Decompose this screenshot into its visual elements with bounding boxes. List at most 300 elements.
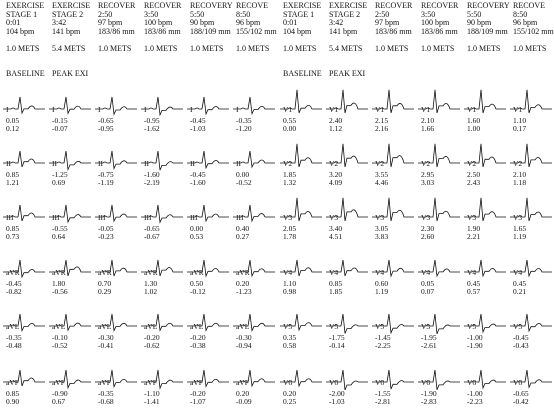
- st-value-2: 0.98: [283, 287, 297, 296]
- lead-name: aVR: [144, 268, 158, 277]
- st-value-1: -0.65: [144, 224, 160, 233]
- stage-time: 3:42: [52, 18, 67, 28]
- st-value-1: -0.45: [190, 170, 206, 179]
- st-value-1: -0.55: [52, 224, 68, 233]
- st-value-2: -1.62: [144, 124, 160, 133]
- lead-cell: [138, 141, 183, 189]
- st-value-2: -0.62: [144, 341, 160, 350]
- stage-time: 5:50: [467, 9, 482, 19]
- lead-cell: [230, 250, 275, 298]
- st-value-2: -0.94: [236, 341, 252, 350]
- stage-name-line1: EXERCISE: [6, 1, 45, 10]
- st-value-1: 1.65: [513, 224, 527, 233]
- stage-name-line1: RECOVER: [144, 1, 182, 10]
- st-value-1: 0.00: [190, 224, 204, 233]
- heart-rate: 96 bpm: [236, 18, 261, 28]
- lead-name: aVL: [52, 322, 66, 331]
- heart-rate: 90 bpm: [190, 18, 215, 28]
- lead-name: V3: [329, 213, 339, 222]
- mets-value: 1.0 METS: [467, 43, 501, 53]
- st-value-2: 0.53: [190, 232, 204, 241]
- lead-name: V5: [375, 322, 385, 331]
- st-value-1: -0.05: [98, 224, 114, 233]
- mets-value: 1.0 METS: [190, 43, 224, 53]
- st-value-2: 1.32: [283, 178, 297, 187]
- lead-name: V6: [329, 378, 339, 387]
- st-value-2: 1.02: [144, 287, 158, 296]
- lead-cell: [230, 87, 275, 135]
- st-value-2: -0.95: [98, 124, 114, 133]
- st-value-2: -2.83: [421, 397, 437, 406]
- stage-name-line1: RECOVER: [375, 1, 413, 10]
- lead-cell: [92, 250, 137, 298]
- st-value-1: -0.35: [98, 389, 114, 398]
- st-value-2: 0.12: [6, 124, 20, 133]
- stage-name-line1: RECOVER: [421, 1, 459, 10]
- st-value-2: 0.57: [467, 287, 481, 296]
- lead-name: V3: [421, 213, 431, 222]
- lead-cell: [92, 195, 137, 243]
- st-value-2: 4.09: [329, 178, 343, 187]
- st-value-1: 2.15: [375, 116, 389, 125]
- stage-column: [507, 0, 552, 413]
- lead-name: II: [190, 159, 195, 168]
- mets-value: 1.0 METS: [421, 43, 455, 53]
- st-value-2: 0.58: [283, 341, 297, 350]
- st-value-1: 0.60: [375, 279, 389, 288]
- stage-name-line1: EXERCISE: [283, 1, 322, 10]
- st-value-2: -1.60: [190, 178, 206, 187]
- lead-cell: [461, 304, 506, 352]
- lead-name: aVR: [6, 268, 20, 277]
- st-value-1: 0.50: [190, 279, 204, 288]
- st-value-1: -0.35: [6, 333, 22, 342]
- lead-cell: [507, 304, 552, 352]
- st-value-2: 0.25: [283, 397, 297, 406]
- st-value-1: -0.30: [236, 333, 252, 342]
- lead-name: V5: [329, 322, 339, 331]
- lead-cell: [507, 141, 552, 189]
- st-value-1: 0.35: [283, 333, 297, 342]
- st-value-1: -1.45: [375, 333, 391, 342]
- st-value-1: 1.60: [467, 116, 481, 125]
- st-value-2: 2.43: [467, 178, 481, 187]
- lead-name: aVL: [144, 322, 158, 331]
- lead-cell: [369, 250, 414, 298]
- lead-cell: [323, 87, 368, 135]
- st-value-2: 0.07: [421, 287, 435, 296]
- st-value-1: 0.20: [236, 279, 250, 288]
- lead-cell: [138, 304, 183, 352]
- st-value-1: -0.20: [190, 333, 206, 342]
- st-value-1: 0.45: [513, 279, 527, 288]
- st-value-1: -0.45: [6, 279, 22, 288]
- lead-cell: [0, 195, 45, 243]
- lead-name: aVF: [6, 378, 19, 387]
- st-value-1: -1.60: [144, 170, 160, 179]
- lead-cell: [46, 87, 91, 135]
- lead-cell: [92, 360, 137, 408]
- lead-cell: [461, 195, 506, 243]
- st-value-2: -0.07: [52, 124, 68, 133]
- st-value-2: 3.83: [375, 232, 389, 241]
- lead-cell: [46, 250, 91, 298]
- lead-cell: [369, 195, 414, 243]
- st-value-2: -0.67: [144, 232, 160, 241]
- heart-rate: 100 bpm: [144, 18, 173, 28]
- lead-name: III: [236, 213, 244, 222]
- st-value-1: -0.95: [144, 116, 160, 125]
- st-value-1: -0.45: [513, 333, 529, 342]
- heart-rate: 90 bpm: [467, 18, 492, 28]
- st-value-1: 0.85: [6, 170, 20, 179]
- stage-column: [138, 0, 183, 413]
- lead-name: II: [236, 159, 241, 168]
- lead-name: aVF: [144, 378, 157, 387]
- stage-header: [467, 2, 510, 54]
- lead-name: V3: [467, 213, 477, 222]
- lead-cell: [415, 250, 460, 298]
- st-value-2: 0.69: [52, 178, 66, 187]
- lead-name: III: [144, 213, 152, 222]
- st-value-2: -0.52: [236, 178, 252, 187]
- stage-column: [184, 0, 233, 413]
- st-value-2: -1.19: [98, 178, 114, 187]
- lead-cell: [277, 304, 322, 352]
- st-value-2: -1.20: [236, 124, 252, 133]
- ecg-waveform: [233, 97, 275, 114]
- lead-name: aVR: [98, 268, 112, 277]
- heart-rate: 104 bpm: [6, 26, 35, 36]
- st-value-2: -2.25: [375, 341, 391, 350]
- stage-time: 8:50: [236, 9, 251, 19]
- blood-pressure: 188/109 mm: [467, 26, 508, 36]
- st-value-1: 2.05: [283, 224, 297, 233]
- lead-name: I: [98, 105, 101, 114]
- lead-cell: [138, 195, 183, 243]
- st-value-1: 0.85: [329, 279, 343, 288]
- lead-name: III: [190, 213, 198, 222]
- st-value-2: -1.90: [467, 341, 483, 350]
- mets-value: 1.0 METS: [144, 43, 178, 53]
- st-value-1: 2.50: [467, 170, 481, 179]
- lead-name: aVR: [52, 268, 66, 277]
- lead-cell: [92, 87, 137, 135]
- st-value-1: -0.45: [190, 116, 206, 125]
- st-value-2: -2.61: [421, 341, 437, 350]
- stage-header: [190, 2, 233, 54]
- st-value-2: -0.42: [513, 397, 529, 406]
- st-value-2: 3.03: [421, 178, 435, 187]
- lead-cell: [415, 195, 460, 243]
- st-value-1: 2.10: [513, 170, 527, 179]
- st-value-2: 0.64: [52, 232, 66, 241]
- st-value-1: 1.80: [52, 279, 66, 288]
- stage-column: [415, 0, 460, 413]
- lead-name: II: [98, 159, 103, 168]
- lead-name: V6: [283, 378, 293, 387]
- lead-cell: [0, 304, 45, 352]
- stage-time: 3:42: [329, 18, 344, 28]
- st-value-1: -1.55: [375, 389, 391, 398]
- mets-value: 1.0 METS: [6, 43, 40, 53]
- stage-header: [283, 2, 321, 54]
- st-value-2: -1.07: [190, 397, 206, 406]
- st-value-2: 0.29: [98, 287, 112, 296]
- st-value-1: 0.40: [236, 224, 250, 233]
- blood-pressure: 183/86 mm: [421, 26, 458, 36]
- mets-value: 1.0 METS: [513, 43, 547, 53]
- st-value-1: 1.30: [144, 279, 158, 288]
- heart-rate: 96 bpm: [513, 18, 538, 28]
- section-label: PEAK EXI: [52, 69, 89, 78]
- lead-cell: [415, 360, 460, 408]
- lead-name: V2: [467, 159, 477, 168]
- stage-name-line1: RECOVE: [236, 1, 268, 10]
- lead-cell: [46, 360, 91, 408]
- st-value-1: 2.30: [421, 224, 435, 233]
- st-value-2: 0.00: [283, 124, 297, 133]
- lead-name: aVL: [236, 322, 250, 331]
- lead-name: V4: [467, 268, 477, 277]
- lead-cell: [323, 360, 368, 408]
- lead-name: III: [52, 213, 60, 222]
- st-value-2: -0.41: [98, 341, 114, 350]
- stage-name-line1: RECOVERY: [467, 1, 510, 10]
- st-value-1: 0.85: [6, 224, 20, 233]
- stage-header: [513, 2, 554, 54]
- lead-cell: [184, 360, 229, 408]
- st-value-2: -1.41: [144, 397, 160, 406]
- lead-cell: [184, 87, 229, 135]
- lead-name: V4: [375, 268, 385, 277]
- st-value-1: -0.30: [98, 333, 114, 342]
- st-value-2: -0.82: [6, 287, 22, 296]
- stage-time: 3:50: [421, 9, 436, 19]
- heart-rate: 100 bpm: [421, 18, 450, 28]
- st-value-2: 1.85: [329, 287, 343, 296]
- st-value-2: 1.19: [375, 287, 389, 296]
- lead-name: V5: [421, 322, 431, 331]
- lead-cell: [323, 304, 368, 352]
- lead-cell: [323, 250, 368, 298]
- lead-cell: [507, 87, 552, 135]
- lead-cell: [461, 360, 506, 408]
- st-value-1: -1.10: [144, 389, 160, 398]
- st-value-2: -2.81: [375, 397, 391, 406]
- lead-name: V3: [283, 213, 293, 222]
- lead-name: V4: [421, 268, 431, 277]
- stage-column: [369, 0, 414, 413]
- mets-value: 5.4 METS: [52, 43, 86, 53]
- st-value-1: -0.65: [513, 389, 529, 398]
- lead-cell: [0, 141, 45, 189]
- lead-name: V4: [513, 268, 523, 277]
- lead-cell: [230, 304, 275, 352]
- lead-cell: [461, 87, 506, 135]
- st-value-2: -0.48: [6, 341, 22, 350]
- lead-name: I: [52, 105, 55, 114]
- stage-header: [236, 2, 277, 54]
- lead-cell: [277, 87, 322, 135]
- lead-cell: [92, 304, 137, 352]
- lead-name: aVL: [6, 322, 20, 331]
- lead-name: aVL: [190, 322, 204, 331]
- stage-time: 2:50: [375, 9, 390, 19]
- lead-cell: [138, 360, 183, 408]
- blood-pressure: 155/102 mm: [236, 26, 277, 36]
- st-value-2: -0.09: [236, 397, 252, 406]
- lead-cell: [0, 250, 45, 298]
- lead-name: V2: [329, 159, 339, 168]
- st-value-2: -0.56: [52, 287, 68, 296]
- st-value-2: 1.21: [6, 178, 20, 187]
- st-value-2: -0.43: [513, 341, 529, 350]
- lead-name: V6: [375, 378, 385, 387]
- mets-value: 1.0 METS: [236, 43, 270, 53]
- heart-rate: 104 bpm: [283, 26, 312, 36]
- stage-column: [92, 0, 137, 413]
- st-value-1: 0.05: [6, 116, 20, 125]
- stage-name-line2: STAGE 1: [6, 9, 38, 19]
- lead-name: V1: [329, 105, 339, 114]
- st-value-2: -1.23: [236, 287, 252, 296]
- lead-name: aVF: [236, 378, 249, 387]
- lead-name: V6: [421, 378, 431, 387]
- lead-name: V3: [513, 213, 523, 222]
- stage-header: [375, 2, 412, 54]
- heart-rate: 141 bpm: [52, 26, 81, 36]
- st-value-2: -0.68: [98, 397, 114, 406]
- st-value-1: 0.85: [6, 389, 20, 398]
- stage-header: [6, 2, 44, 54]
- st-value-2: 1.19: [513, 232, 527, 241]
- st-value-2: -1.03: [190, 124, 206, 133]
- st-value-2: 2.60: [421, 232, 435, 241]
- lead-cell: [461, 250, 506, 298]
- lead-name: III: [6, 213, 14, 222]
- stage-time: 3:50: [144, 9, 159, 19]
- st-value-1: 0.55: [283, 116, 297, 125]
- blood-pressure: 183/86 mm: [98, 26, 135, 36]
- lead-name: V1: [513, 105, 523, 114]
- stage-name-line2: STAGE 2: [329, 9, 361, 19]
- stage-header: [421, 2, 458, 54]
- lead-name: I: [6, 105, 9, 114]
- lead-cell: [277, 141, 322, 189]
- lead-cell: [507, 250, 552, 298]
- st-value-2: 4.46: [375, 178, 389, 187]
- lead-name: V2: [283, 159, 293, 168]
- ecg-waveform: [95, 97, 137, 114]
- lead-name: V2: [421, 159, 431, 168]
- st-value-2: -0.12: [190, 287, 206, 296]
- stage-header: [98, 2, 135, 54]
- lead-name: V1: [421, 105, 431, 114]
- st-value-1: 1.85: [283, 170, 297, 179]
- lead-cell: [415, 87, 460, 135]
- stage-header: [52, 2, 90, 54]
- lead-cell: [415, 141, 460, 189]
- st-value-1: 1.90: [467, 224, 481, 233]
- st-value-2: 0.73: [6, 232, 20, 241]
- lead-cell: [230, 195, 275, 243]
- lead-name: II: [144, 159, 149, 168]
- stage-name-line1: EXERCISE: [52, 1, 91, 10]
- lead-name: V3: [375, 213, 385, 222]
- stage-name-line1: RECOVE: [513, 1, 545, 10]
- st-value-2: 0.27: [236, 232, 250, 241]
- lead-name: I: [236, 105, 239, 114]
- blood-pressure: 183/86 mm: [144, 26, 181, 36]
- heart-rate: 97 bpm: [98, 18, 123, 28]
- lead-cell: [369, 87, 414, 135]
- st-value-1: 0.45: [467, 279, 481, 288]
- st-value-1: -0.75: [98, 170, 114, 179]
- st-value-1: 2.95: [421, 170, 435, 179]
- mets-value: 1.0 METS: [98, 43, 132, 53]
- lead-cell: [184, 250, 229, 298]
- stage-name-line2: STAGE 2: [52, 9, 84, 19]
- st-value-1: 3.55: [375, 170, 389, 179]
- stage-name-line2: STAGE 1: [283, 9, 315, 19]
- st-value-2: -1.03: [329, 397, 345, 406]
- st-value-2: -0.14: [329, 341, 345, 350]
- stage-header: [329, 2, 367, 54]
- lead-name: V4: [329, 268, 339, 277]
- mets-value: 1.0 METS: [283, 43, 317, 53]
- stage-column: [0, 0, 45, 413]
- st-value-1: -1.75: [329, 333, 345, 342]
- lead-name: V6: [513, 378, 523, 387]
- stage-name-line1: RECOVER: [98, 1, 136, 10]
- st-value-1: 0.20: [283, 389, 297, 398]
- lead-name: V1: [467, 105, 477, 114]
- st-value-1: 3.20: [329, 170, 343, 179]
- st-value-1: -0.15: [52, 116, 68, 125]
- st-value-1: -0.90: [52, 389, 68, 398]
- stage-name-line1: EXERCISE: [329, 1, 368, 10]
- lead-cell: [369, 141, 414, 189]
- st-value-1: -0.20: [144, 333, 160, 342]
- st-value-1: -1.00: [467, 389, 483, 398]
- lead-cell: [184, 304, 229, 352]
- st-value-1: -0.10: [52, 333, 68, 342]
- precordial-leads-panel: [277, 0, 554, 413]
- st-value-1: -0.35: [236, 116, 252, 125]
- st-value-2: 1.00: [467, 124, 481, 133]
- lead-name: V1: [375, 105, 385, 114]
- lead-cell: [369, 360, 414, 408]
- st-value-1: 2.10: [421, 116, 435, 125]
- lead-cell: [507, 360, 552, 408]
- st-value-1: 2.40: [329, 116, 343, 125]
- mets-value: 1.0 METS: [375, 43, 409, 53]
- st-value-2: 2.16: [375, 124, 389, 133]
- lead-cell: [507, 195, 552, 243]
- st-value-1: -0.65: [98, 116, 114, 125]
- lead-cell: [0, 360, 45, 408]
- ecg-waveform: [141, 97, 183, 115]
- st-value-2: -2.19: [144, 178, 160, 187]
- lead-cell: [230, 141, 275, 189]
- lead-cell: [369, 304, 414, 352]
- lead-cell: [461, 141, 506, 189]
- lead-name: aVF: [52, 378, 65, 387]
- st-value-1: 0.70: [98, 279, 112, 288]
- st-value-2: 1.12: [329, 124, 343, 133]
- stage-column: [46, 0, 91, 413]
